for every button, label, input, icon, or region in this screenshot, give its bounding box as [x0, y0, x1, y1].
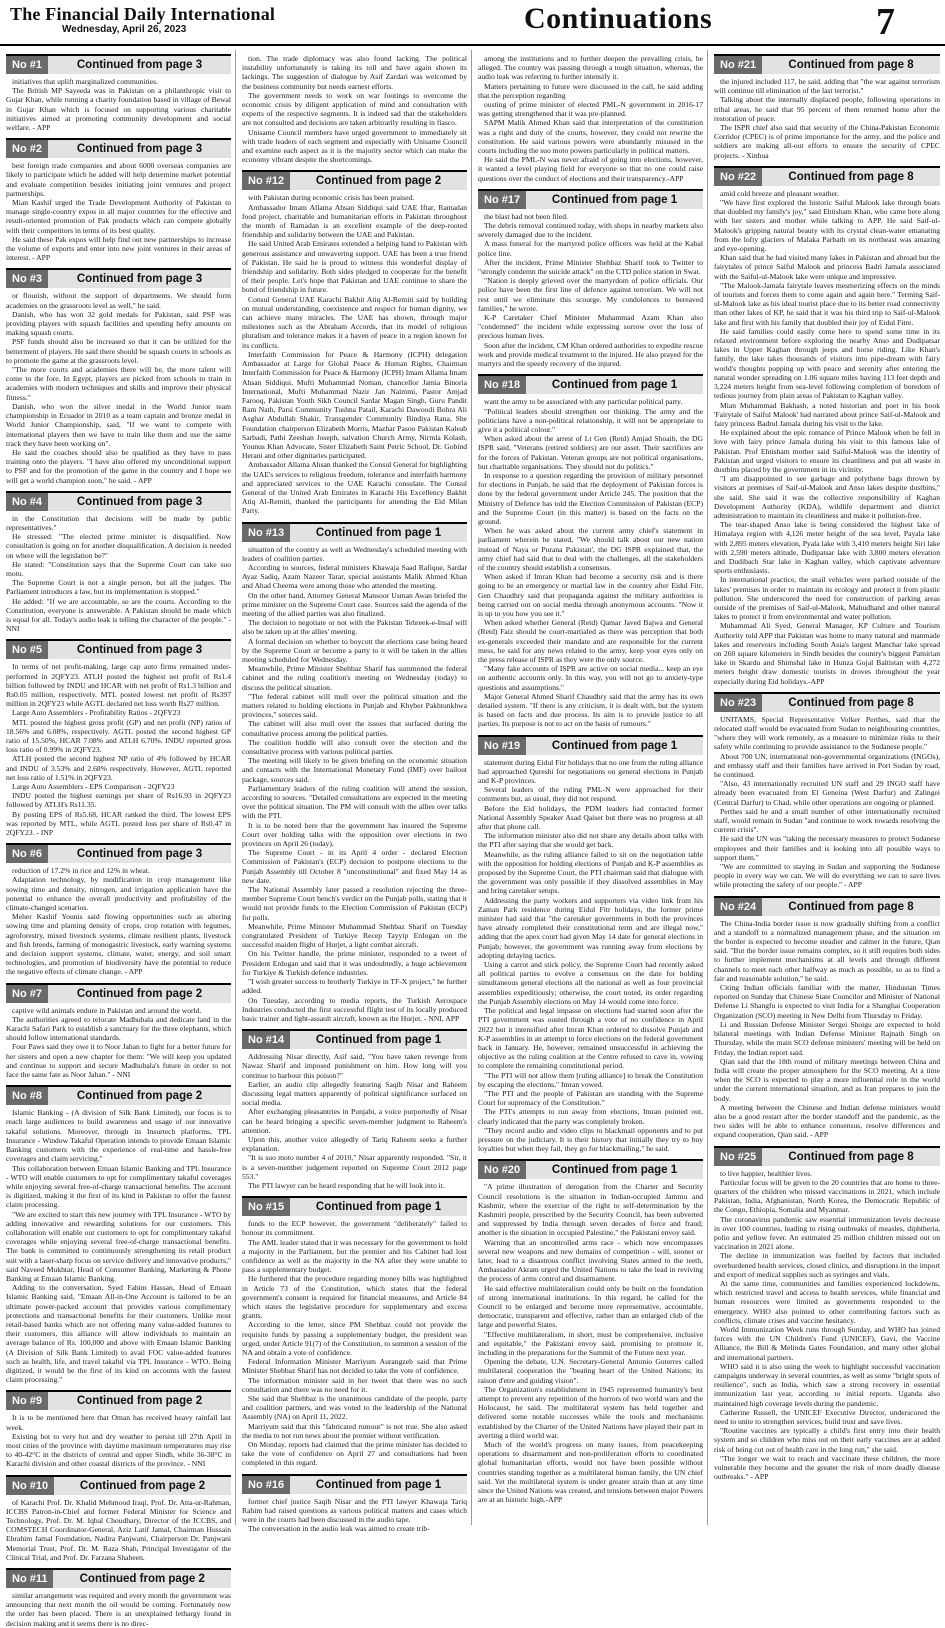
- continued-from-label: Continued from page 2: [79, 1479, 206, 1492]
- continued-from-label: Continued from page 1: [551, 379, 678, 392]
- story-number-badge: No #15: [242, 1198, 290, 1216]
- story: [6, 491, 231, 634]
- story-paragraph: statement during Eidul Fitr holidays that no one from the ruling alliance had approached Qureshi for negotiations on general elections in Punjab and K-P provinces.: [478, 757, 703, 786]
- story-paragraph: The tear-shaped Anso lake is being considered the highest lake of Himalaya region with 4,126 meter height of the sea level, Payala lake with 2,895 meters elevation, Pyala lake with 3,410 meters height Siri lake with 2,590 meters altitude, Dudipatsar lake with 3,800 meters elevation and Dudibach Star lake in Kaghan valley, which captivate adventure sports enthusiasts.: [714, 520, 940, 576]
- story-header: [242, 1474, 467, 1494]
- story-paragraph: The government needs to work on war footings to overcome the economic crisis by diligent application of mind and consultation with experts of the respective segments. It is indeed sad that the stakeholders are not consulted and decisions are taken arbitrarily resulting in fiasco.: [242, 90, 467, 128]
- story-paragraph: It is to be noted here that the government has insured the Supreme Court over holding talks with the opposition over elections in two provinces on April 26 (today).: [242, 820, 467, 849]
- story-paragraph: "The Malook-Jamala fairytale leaves mesmerizing effects on the minds of tourists and forces them to come again and again here." Terming Saif-ul-Malook lake as his ideal tourist place due to its better road connectivity than other lakes of KP, he said that it was his third trip to Saif-ul-Malook lake and first with his family that doubled their joy of Eidul Fitre.: [714, 280, 940, 327]
- story: [6, 639, 231, 837]
- continued-from-label: Continued from page 2: [79, 1573, 205, 1586]
- continued-from-label: Continued from page 2: [76, 1090, 203, 1103]
- story-header: [714, 54, 940, 74]
- story-paragraph: Perthes said he and a small number of other internationally recruited staff, would remain in Sudan "and continue to work towards resolving the current crisis".: [714, 806, 940, 835]
- story-paragraph: It is to be mentioned here that Oman has received heavy rainfall last week.: [6, 1413, 231, 1432]
- continued-from-label: Continued from page 8: [788, 696, 914, 709]
- story-paragraph: "A prime illustration of derogation from the Charter and Security Council resolutions is the situation in Indian-occupied Jammu and Kashmir, where the exercise of the right to self-determination by the Kashmiri people, prescribed by the Security Council, has been subverted and suppressed by India through seven decades of force and fraud; another is the situation in occupied Palestine," the Pakistani envoy said.: [478, 1182, 703, 1238]
- story-paragraph: WHO said it is also using the week to highlight successful vaccination campaigns underway in several countries, as well as some "bright spots of resilience", such as India, which saw a strong recovery in essential immunization last year, according to initial reports. Uganda also maintained high coverage levels during the pandemic.: [714, 1361, 940, 1408]
- story-paragraph: Citing Indian officials familiar with the matter, Hindustan Times reported on Sunday that Chinese State Councilor and Minister of National Defense Li Shangfu is expected to visit India for a Shanghai Cooperation Organization (SCO) meeting in New Delhi from Thursday to Friday.: [714, 983, 940, 1020]
- story-header: [6, 491, 231, 511]
- story-number-badge: No #14: [242, 1031, 290, 1049]
- story-paragraph: "We are excited to start this new journey with TPL Insurance - WTO by adding innovative and rewarding solutions for our customers. This collaboration will enable our customers to opt for complimentary takaful coverages while enjoying several free-of-charge transactional benefits. The bank is committed to continuously strengthening its retail product suit with a laser-sharp focus on service delivery and innovative products," said Naveed Mukhtar, Head of Consumer Banking, Marketing & Phone Banking at Emaan Islamic Banking.: [6, 1209, 231, 1283]
- story-paragraph: Matters pertaining to future were discussed in the call, he said adding that the perception regarding: [478, 81, 703, 100]
- story-paragraph: When asked if Imran Khan had become a security risk and is there going to be an emergency or martial law in the country after Eidul Fitr, Gen Chaudhry said that propaganda against the military authorities is being carried out on social media through anonymous accounts. "Now it is up to you how you see it.": [478, 572, 703, 618]
- section-title: Continuations: [524, 2, 713, 35]
- story-body: [478, 397, 703, 728]
- story-paragraph: Danish, who won the silver medal in the World Junior team championship in Ecuador in 2010 as a team captain and bronze medal in World Junior Championship, said, "If we want to compete with international players then we have to train like them and use the same track they have been working on".: [6, 401, 231, 448]
- story-body: [242, 1052, 467, 1190]
- continued-from-label: Continued from page 8: [788, 59, 914, 71]
- story-paragraph: A formal decision on whether to boycott the elections case being heard by the Supreme Court or become a party to it will be taken in the allies meeting scheduled for Wednesday.: [242, 636, 467, 664]
- story-header: [6, 1568, 231, 1588]
- story-paragraph: The coronavirus pandemic saw essential immunization levels decrease in over 100 countries, leading to rising outbreaks of measles, diphtheria, polio and yellow fever. An estimated 25 million children missed out on vaccination in 2021 alone.: [714, 1214, 940, 1252]
- story-paragraph: At the same time, communities and families experienced lockdowns, which restricted travel and access to health services, while financial and human resources were limited as governments responded to the emergency. WHO also pointed to other contributing factors such as conflicts, climate crises and vaccine hesitancy.: [714, 1278, 940, 1325]
- story-body: [478, 1182, 703, 1504]
- story-paragraph: "Routine vaccines are typically a child's first entry into their health system and so children who miss out on their early vaccines are at added risk of being cut out of health care in the long run," she said.: [714, 1426, 940, 1454]
- story-paragraph: Parliamentary leaders of the ruling coalition will attend the session, according to sources. "Detailed consultations are expected in the meeting over the political situation. The PM will consult with the allies over talks with the PTI.: [242, 783, 467, 821]
- story-header: [6, 268, 231, 288]
- story-paragraph: "We have first explored the historic Saiful Malook lake through boats that doubled my family's joy," said Ehtisham Khan, who came here along with her sisters and mother while talking to APP. He said Saif-ul-Malook's gripping natural beauty with its crystal clean-water emanating from the lofty glaciers of Malaka Parbath on its northeast was amazing and eye-opening.: [714, 198, 940, 254]
- story: [478, 1159, 703, 1504]
- story-paragraph: About 700 UN, international non-governmental organizations (INGOs), and embassy staff and their families have arrived in Port Sudan by road, he continued.: [714, 751, 940, 780]
- story-number-badge: No #19: [478, 737, 526, 755]
- story: [6, 1568, 231, 1628]
- story-number-badge: No #7: [6, 985, 48, 1003]
- masthead: [0, 0, 945, 46]
- story: [714, 896, 940, 1140]
- story-number-badge: No #3: [6, 270, 48, 288]
- story: [242, 170, 467, 515]
- continued-from-label: Continued from page 3: [76, 495, 203, 508]
- continued-from-label: Continued from page 2: [76, 1395, 203, 1408]
- story-body: [6, 1413, 231, 1468]
- story: [478, 54, 703, 183]
- continued-from-label: Continued from page 3: [76, 644, 203, 657]
- story-header: [478, 735, 703, 755]
- story-number-badge: No #12: [242, 172, 290, 190]
- story-paragraph: Particular focus will be given to the 20 countries that are home to three-quarters of the children who missed vaccinations in 2021, which include Pakistan, India, Afghanistan, North Korea, the Democratic Republic of the Congo, Ethiopia, Somalia and Myanmar.: [714, 1177, 940, 1215]
- story: [714, 692, 940, 890]
- story: [242, 1196, 467, 1467]
- story-paragraph: "We are committed to staying in Sudan and supporting the Sudanese people in every way we can. We will do everything we can to save lives while protecting the safety of our people." - APP: [714, 862, 940, 890]
- story-paragraph: The debris removal continued today, with shops in nearby markets also severely damaged due to the incident.: [478, 221, 703, 240]
- story-paragraph: The information minister also did not share any details about talks with the PTI after saying that she would get back.: [478, 831, 703, 850]
- story-paragraph: The decision to negotiate or not with the Pakistan Tehreek-e-Insaf will also be taken up at the allies' meeting.: [242, 618, 467, 637]
- story-paragraph: He said United Arab Emirates extended a helping hand to Pakistan with generous assistance and unwavering support. UAE has been a true friend of Pakistan. He said he is proud to witness this wonderful display of friendship and solidarity. Both sides pledged to cooperate for the benefit of their people. Let's hope that Pakistan and UAE continue to share the bond of friendship in future.: [242, 239, 467, 295]
- story-body: [242, 193, 467, 515]
- story-paragraph: Addressing Nisar directly, Asif said, "You have taken revenge from Nawaz Sharif and imposed punishment on him. How long will you continue to harbour this poison?": [242, 1052, 467, 1080]
- story-paragraph: The AML leader stated that it was necessary for the government to hold a majority in the Parliament, but the premier and his Cabinet had lost confidence as well as the majority in the NA after they were unable to pass a supplementary budget.: [242, 1237, 467, 1275]
- story-body: [714, 715, 940, 890]
- continued-from-label: Continued from page 3: [76, 273, 203, 286]
- story-paragraph: The National Assembly later passed a resolution rejecting the three-member Supreme Court bench's verdict on the Punjab polls, stating that it would not provide funds to the Election Commission of Pakistan (ECP) for polls.: [242, 885, 467, 922]
- story-paragraph: Catherine Russell, the UNICEF Executive Director, underscored the need to unite to strengthen services, build trust and save lives.: [714, 1407, 940, 1427]
- story-number-badge: No #25: [714, 1148, 762, 1166]
- story: [6, 138, 231, 262]
- story-number-badge: No #18: [478, 376, 526, 394]
- story-header: [478, 1159, 703, 1179]
- story-paragraph: He said effective multilateralism could only be built on the foundation of strong international institutions. In this regard, he called for the Council to be enlarged and become more representative, accountable, democratic, transparent and effective, rather than an enlarged club of the large and powerful States.: [478, 1283, 703, 1330]
- story-paragraph: In international practice, the snail vehicles were parked outside of the lakes' premises in order to maintain its ecology and protect it from plastic pollution. She underscored the need for construction of parking areas outside of the premises of Saif-ul-Malook, Mahudhand and other natural lakes to protect it from environmental and water pollution.: [714, 575, 940, 622]
- story-paragraph: initiatives that uplift marginalized communities.: [12, 77, 159, 86]
- story-body: [6, 1498, 231, 1562]
- story-paragraph: Ambassador Imam Allama Ahsan Siddiqui said UAE Iftar, Ramadan food project, charitable and humanitarian efforts in Pakistan throughout the month of Ramadan is an excellent example of the deep-rooted friendship and solidarity between the UAE and Pakistan.: [242, 202, 467, 240]
- story-paragraph: Khan said that he had visited many lakes in Pakistan and abroad but the fairytales of prince Saiful Malook and princess Badri Jamala associated with the Saiful-ul-Malook lake were unique and impressive.: [714, 253, 940, 281]
- continued-from-label: Continued from page 8: [788, 170, 914, 183]
- story-paragraph: The meeting will likely to be given briefing on the economic situation and contacts with the International Monetary Fund (IMF) over bailout package, sources said.: [242, 756, 467, 784]
- column-2: [236, 50, 472, 1534]
- story-paragraph: INDU posted the highest earnings per share of Rs16.93 in 2QFY23 followed by ATLH's Rs11.35.: [6, 791, 231, 810]
- story-paragraph: The British MP Sayeeda was in Pakistan on a philanthropic visit to Gujar Khan, while running a charity foundation based in village of Bewal in Gujar Khan which is focused on supporting various charitable initiatives aimed at promoting community development and social welfare. - APP: [6, 86, 231, 133]
- story: [6, 268, 231, 484]
- story-paragraph: The information minister said in her tweet that there was no such consultation and there was no need for it.: [242, 1375, 467, 1394]
- story-body: [714, 189, 940, 686]
- story-paragraph: best foreign trade companies and about 6000 overseas companies are likely to participate which he added will help determine market potential and evaluate competition besides initiating joint ventures and project partnerships.: [6, 161, 231, 198]
- story-paragraph: "They record audio and video clips to blackmail opponents and to put pressure on the judiciary. It is their history that initially they try to buy loyalties but when they fail, they go for blackmailing," he said.: [478, 1125, 703, 1154]
- story-paragraph: Much of the world's progress on many issues, from peacekeeping operations to disarmament and non-proliferation efforts to coordinated global humanitarian efforts, would not have been possible without countries standing together as a multilateral human family, the UN chief said. Yet the multilateral system is under greater strain than at any time since the United Nations was created, and tensions between major Powers are at an historic high.-APP: [478, 1440, 704, 1505]
- story-body: [242, 1219, 467, 1467]
- story: [242, 54, 467, 164]
- story-paragraph: The coalition huddle will also consult over the election and the consultative process with various political parties.: [242, 737, 467, 757]
- story-paragraph: UNITAMS, Special Representative Volker Perthes, said that the relocated staff would be evacuated from Sudan to neighbouring countries, "where they will work remotely, as a measure to minimize risks to their safety while continuing to provide assistance to the Sudanese people.": [714, 714, 940, 752]
- story-paragraph: Soon after the incident, CM Khan ordered authorities to expedite rescue work and provide medical treatment to the injured. He also prayed for the martyrs and the speedy recovery of the injured.: [478, 340, 703, 369]
- story-paragraph: The conversation in the audio leak was aimed to create trib-: [248, 1524, 430, 1534]
- story-paragraph: "Political leaders should strengthen our thinking. The army and the politicians have a non-political relationship, it will not be appropriate to give it a political colour.": [478, 406, 703, 434]
- story: [714, 1146, 940, 1482]
- story-paragraph: Existing hot to very hot and dry weather to persist till 27th April in most cities of the province with daytime maximum temperatures may rise to 40-42°C in the districts of central and upper Sindh, while 36-38°C in Karachi division and other coastal districts of the province. - NNI: [6, 1431, 231, 1469]
- continued-from-label: Continued from page 3: [76, 59, 203, 71]
- story-paragraph: Li and Russian Defense Minister Sergei Shoigu are expected to hold bilateral meetings with Indian Defense Minister Rajnath Singh on Thursday, while the main SCO defense ministers' meeting will be held on Friday, the Indian report said.: [714, 1019, 940, 1057]
- story-body: [478, 758, 703, 1154]
- story: [242, 1474, 467, 1534]
- story: [6, 1390, 231, 1468]
- story-header: [6, 54, 231, 74]
- story-paragraph: "The federal cabinet will mull over the political situation and the matters related to holding elections in Punjab and Khyber Pakhtunkhwa provinces," sources said.: [242, 691, 467, 720]
- story-paragraph: Adaptation technology, by modification in crop management like sowing time and density, nitrogen, and irrigation application have the potential to enhance the overall productivity and profitability of the climate-changed scenarios.: [6, 875, 231, 913]
- story-paragraph: In terms of net profit-making, large cap auto firms remained under-performed in 2QFY23. ATLH posted the highest net profit of Rs1.4 billion followed by INDU and HCAR with net profit of Rs1.3 billion and Rs0.05 million, respectively. MTL posted lowest net profit of Rs397 million in 2QFY23 while AGTL declared net loss worth Rs27 million.: [6, 662, 231, 709]
- story-header: [242, 1196, 467, 1216]
- story-paragraph: Large Auto Assemblers - EPS Comparison - 2QFY23: [12, 782, 175, 791]
- story-paragraph: funds to the ECP however, the government "deliberately" failed to honour its commitment.: [242, 1219, 467, 1238]
- story-header: [6, 1475, 231, 1495]
- story-header: [714, 896, 940, 916]
- story-paragraph: Several leaders of the ruling PML-N were approached for their comments but, as usual, they did not respond.: [478, 785, 703, 804]
- continued-from-label: Continued from page 1: [551, 1164, 678, 1177]
- continued-from-label: Continued from page 3: [76, 848, 203, 861]
- story-header: [242, 522, 467, 542]
- story-body: [478, 212, 703, 368]
- story-paragraph: "It is suo moto number 4 of 2010," Nisar apparently responded. "Sir, it is a seven-member judgement reported on Supreme Court 2012 page 553.": [242, 1153, 467, 1181]
- continued-from-label: Continued from page 1: [551, 193, 678, 206]
- story-paragraph: The PTI lawyer can be heard responding that he will look into it.: [248, 1180, 445, 1190]
- continued-from-label: Continued from page 8: [788, 900, 914, 913]
- story-paragraph: Talking about the internally displaced people, following operations in tribal areas, he said that 95 percent of them returned home after the restoration of peace.: [714, 95, 940, 123]
- story-header: [6, 1085, 231, 1105]
- story-paragraph: "I wish greater success to brotherly Turkiye in TF-X project," he further added.: [242, 977, 467, 996]
- story-paragraph: The political and legal impasse on elections had started soon after the PTI government was ousted through a vote of no confidence in April 2022 but it intensified after Imran Khan ordered to dissolve Punjab and K-P assemblies in an attempt to force elections on the federal government back in January. He, however, remained unsuccessful in achieving the objective as the ruling coalition at the Centre refused to cave in, vowing to complete the remaining constitutional period.: [478, 1006, 703, 1071]
- story-paragraph: When asked about the arrest of Lt Gen (Retd) Amjad Shoaib, the DG ISPR said, "Veterans (retired soldiers) are our asset. Their sacrifices are for the forces of Pakistan. Veteran groups are not political organisations, but charitable organisations. They should not do politics.": [478, 434, 703, 471]
- story-number-badge: No #6: [6, 845, 48, 863]
- story-paragraph: A mass funeral for the martyred police officers was held at the Kabal police line.: [478, 239, 703, 258]
- continued-from-label: Continued from page 3: [76, 143, 203, 156]
- story-paragraph: want the army to be associated with any particular political party.: [484, 397, 683, 407]
- story-paragraph: Addressing the party workers and supporters via video link from his Zaman Park residence during Eidul Fitr holidays, the former prime minister had said that "the caretaker governments in both the provinces have already completed their constitutional term and are illegal now," adding that the apex court had given May 14 date for general elections in Punjab; however, the government was running away from elections by adopting delaying tactics.: [478, 895, 703, 960]
- story-paragraph: "I am disappointed to see garbage and polythene bags thrown by visitors at premises of Saif-ul-Malook and Anso lakes despite dustbins," she said. She said it was the collective responsibility of Kaghan Development Authority (KDA), wildlife department and district administration to maintain its cleanliness and make it pollution-free.: [714, 474, 940, 520]
- story-paragraph: "The PTI and the people of Pakistan are standing with the Supreme Court for supremacy of the Constitution.": [478, 1088, 703, 1108]
- story-paragraph: According to the letter, since PM Shehbaz could not provide the requisite funds by passing a supplementary budget, the president was urged, under Article 91(7) of the Constitution, to summon a session of the NA and obtain a vote of confidence.: [242, 1320, 467, 1357]
- story-paragraph: "Also, 43 internationally recruited UN staff and 29 INGO staff have already been evacuated from El Geneina (West Darfur) and Zalingei (Central Darfur) to Chad, while other operations are ongoing or planned.: [714, 779, 940, 807]
- story-header: [714, 1146, 940, 1166]
- story-number-badge: No #4: [6, 493, 48, 511]
- story-paragraph: He added: "If we are accountable, so are the courts. According to the Constitution, everyone is answerable. A Pakistan should be made which is equal for all. Today's audio leak is telling the character of the people." - NNI: [6, 596, 231, 634]
- story-number-badge: No #11: [6, 1570, 53, 1588]
- story-body: [714, 77, 940, 160]
- story-paragraph: Interfaith Commission for Peace & Harmony (ICPH) delegation Ambassador at Large for Global Peace & Human Rights, Chairman Interfaith Commission for Peace & Harmony (ICPH) Imam Allama Imam Ahsan Siddiqui, Mufti Muhammad Noman, chancellor Jamia Binoria International, Mufti Muhammad Nazir Jan Naimmi, Pastor Amjad Farooq, Pakistan Youth Sikh Council Sardar Magan Singh, Guru Pandit Ram Nath, Parsi Community Tushna Patail, Karachi Dawoodi Bohra Ali Asghar Abdullah Shakir, Transgender Community Bindiya Rana, She Foundation chairperson Elizabeth Morris, Mazhar Pasoo Pakistan Kaleab Sarbadi, Pathi Zeeshan Joseph, salvation Church Army, Nirmla Kolash, Younus Khan Advocate, Sister Elizabeth Saint Petric School, Dr. Gobind Herani and other dignitaries participated.: [242, 349, 467, 461]
- story-paragraph: The Supreme Court is not a single person, but all the judges. The Parliament introduces a law, but its implementation is stopped.": [6, 578, 231, 597]
- story-paragraph: He explained about the epic romance of Prince Malook when he fell in love with fairy prince Jamala during his visit to this famous lake of Pakistan. Prof Ehtisham mother said Saiful-Malook was the identity of Pakistan and urged visitors to ensure its cleanliness and put all waste in dustbins placed by the government in its vicinity.: [714, 428, 940, 474]
- story-paragraph: "Many fake accounts of ISPR are active on social media... keep an eye on authentic accounts only. In this way, you will not go to anxiety-type questions and assumptions.": [478, 664, 703, 692]
- story-header: [714, 692, 940, 712]
- story-header: [6, 138, 231, 158]
- story-paragraph: World Immunization Week runs through Sunday, and WHO has joined forces with the UN Children's Fund (UNICEF), Gavi, the Vaccine Alliance, the Bill & Melinda Gates Foundation, and many other global and international partners.: [714, 1324, 940, 1362]
- continued-from-label: Continued from page 2: [315, 175, 442, 188]
- story: [478, 189, 703, 368]
- story-paragraph: Major General Ahmed Sharif Chaudhry said that the army has its own detailed system. "If there is any criticism, it is dealt with, but the system is based on facts and due process. Its aim is to provide justice to all parties. Its purpose is not to act on the basis of rumours.": [478, 691, 703, 729]
- story-paragraph: captive wild animals endure in Pakistan and around the world.: [12, 1005, 202, 1015]
- story-paragraph: After exchanging pleasantries in Punjabi, a voice purportedly of Nisar can be heard bringing a specific seven-member judgment to Raheem's attention.: [242, 1107, 467, 1135]
- story-paragraph: "The longer we wait to reach and vaccinate these children, the more vulnerable they become and the greater the risk of more deadly disease outbreaks." - APP: [714, 1453, 940, 1482]
- story-number-badge: No #16: [242, 1476, 290, 1494]
- story-paragraph: similar arrangement was required and every month the government was announcing that next month the oil would be coming. Fortunately now the order has been placed. There is an unexplained lethargy found in decision making and it seems there is no direc-: [6, 1591, 231, 1628]
- story-paragraph: By posting EPS of Rs5.68, HCAR ranked the third. The lowest EPS was reported by MTL, while AGTL posted loss per share of Rs0.47 in 2QFY23. - INP: [6, 809, 231, 838]
- story-paragraph: Upon this, another voice allegedly of Tariq Raheem seeks a further explanation.: [242, 1134, 467, 1154]
- continued-from-label: Continued from page 8: [788, 1150, 914, 1163]
- story-paragraph: The PTI's attempts to run away from elections, Imran pointed out, clearly indicated that the party was completely broken.: [478, 1107, 703, 1126]
- story-paragraph: Federal Information Minister Marriyum Aurangzeb said that Prime Minister Shehbaz Sharif has not decided to take the vote of confidence.: [242, 1357, 467, 1376]
- story-paragraph: of Karachi Prof. Dr. Khalid Mehmood Iraqi, Prof. Dr. Atta-ur-Rahman, ICCBS Patron-in-Chief and former Federal Minister for Science and Technology, Prof. Dr. M. Iqbal Choudhary, Director of the ICCBS, and COMSTECH Coordinator-General, Aziz Latif Jamal, Chairman Hussain Ebrahim Jamal Foundation, Nadira Panjwani, Chairperson Dr. Panjwani Memorial Trust, Prof. Dr. M. Raza Shah, Principal Investigator of the Clinical Trial, and Prof. Dr. Farzana Shaheen.: [6, 1497, 231, 1562]
- story-number-badge: No #5: [6, 641, 48, 659]
- story-number-badge: No #1: [6, 56, 48, 74]
- continued-from-label: Continued from page 1: [315, 1478, 442, 1491]
- story-paragraph: Mian Muhammad Bakhash, a noted historian and poet in his book 'Fairytale of Saiful Malook' had narrated about prince Saif-ul-Malook and fairy princess Badrul Jamala during his visit to the lake.: [714, 400, 940, 428]
- story-paragraph: The decline in immunization was fuelled by factors that included overburdened health services, closed clinics, and disruptions in the import and export of medical supplies such as syringes and vials.: [714, 1251, 940, 1279]
- story-paragraph: "The more courts and academies there will be, the more talent will come to the fore. In Egypt, players are picked from schools to train in academies with modern techniques and skills and improve their physical fitness.": [6, 365, 231, 402]
- story-header: [242, 170, 467, 190]
- story-body: [6, 866, 231, 976]
- story-paragraph: Meher Kashif Younis said flowing opportunities such as altering sowing time and planting density of crops, crop rotation with legumes, agroforestry, mixed livestock systems, climate resilient plants, livestock and fish breeds, farming of monogastric livestock, early warning systems and decision support systems, climate, water, energy, and soil smart technologies, and promotion of biodiversity have the potential to reduce the negative effects of climate change. - APP: [6, 912, 231, 977]
- story-paragraph: Meanwhile, as the ruling alliance failed to sit on the negotiation table with the opposition for holding elections of Punjab and K-P assemblies as proposed by the Supreme Court, the PTI chairman said that dialogue with the government was only possible if they dissolved assemblies in May and bring caretaker setups.: [478, 849, 703, 896]
- paper-name: The Financial Daily International: [10, 4, 276, 24]
- continued-from-label: Continued from page 1: [551, 739, 678, 752]
- story-paragraph: amid cold breeze and pleasant weather.: [720, 188, 839, 198]
- story: [6, 1475, 231, 1562]
- publication-date: Wednesday, April 26, 2023: [62, 24, 187, 35]
- continued-from-label: Continued from page 1: [315, 1201, 442, 1214]
- story-paragraph: On Tuesday, according to media reports, the Turkish Aerospace Industries conducted the first successful flight test of its locally produced basic trainer and light-assault aircraft, known as the Hurjet. - NNI, APP: [242, 995, 467, 1023]
- page-number: 7: [876, 1, 895, 43]
- story-header: [6, 983, 231, 1003]
- story-number-badge: No #23: [714, 694, 762, 712]
- story-paragraph: Mian Kashif urged the Trade Development Authority of Pakistan to manage single-country expos in all major countries for the effective and result-oriented promotion of Pak products which can compete globally with their competitors in terms of its best quality.: [6, 198, 231, 235]
- story-paragraph: Qian said that the 18th round of military meetings between China and India will create the proper atmosphere for the SCO meeting. At a time when the SCO is expected to play a more influential role in the world under the current international situation, and as Iran prepares to join the body.: [714, 1056, 940, 1103]
- story-body: [478, 54, 703, 183]
- story-paragraph: the blast had not been filed.: [484, 211, 568, 221]
- story-paragraph: "The PTI will not allow them [ruling alliance] to break the Constitution by escaping the elections," Imran vowed.: [478, 1070, 703, 1089]
- story-number-badge: No #10: [6, 1477, 54, 1495]
- story-number-badge: No #22: [714, 168, 762, 186]
- story-number-badge: No #13: [242, 524, 290, 542]
- story-paragraph: Using a carrot and stick policy, the Supreme Court had recently asked all political parties to evolve a consensus on the date for holding simultaneous general elections all the national as well as four provincial assemblies expeditiously; otherwise, the court noted, its order regarding the Punjab Assembly elections on May 14 would come into force.: [478, 960, 703, 1006]
- story-paragraph: He said these Pak expos will help find out new partnerships to increase the volume of exports and enter into new joint ventures in their areas of interest. - APP: [6, 234, 231, 263]
- story-paragraph: The Supreme Court - in its April 4 order - declared Election Commission of Pakistan's (ECP) decision to postpone elections to the Punjab Assembly till October 8 "unconstitutional" and fixed May 14 as new date.: [242, 848, 467, 885]
- story-number-badge: No #21: [714, 56, 762, 74]
- story-paragraph: tion. The trade diplomacy was also found lacking. The political instability unfortunately is taking its toll and have again shown its lackings. The suggestion of dialogue by Asif Zardari was welcomed by the business community but needs earnest efforts.: [242, 54, 467, 91]
- story-body: [6, 1591, 231, 1628]
- story: [478, 735, 703, 1154]
- story-paragraph: Danish, who has won 32 gold medals for Pakistan, said PSF was providing players with squash facilities and spending hefty amounts on making squash courts.: [6, 309, 231, 338]
- story-paragraph: Islamic Banking - (A division of Silk Bank Limited), our focus is to reach large audiences to build awareness and usage of our innovative takaful solutions. Moreover, through its Insurtech platforms, TPL Insurance - Window Takaful Operation intends to provide Emaan Islamic Banking customers with the experience of real-time and hassle-free coverages and claim servicing.": [6, 1108, 231, 1164]
- story: [242, 522, 467, 1024]
- story-paragraph: He furthered that the procedure regarding money bills was highlighted in Article 73 of the Constitution, which states that the federal government's consent is required for financial measures, and Article 84 which states the legislative procedure for supplementary and excess grants.: [242, 1274, 467, 1321]
- column-1: [0, 50, 236, 1628]
- story: [714, 54, 940, 160]
- story: [478, 374, 703, 728]
- story-paragraph: This collaboration between Emaan Islamic Banking and TPL Insurance - WTO will enable customers to opt for complimentary takaful coverages while enjoying several free-of-charge transactional benefits. The account is digitized, making it the first of its kind in Pakistan to offer the fastest claim processing.: [6, 1163, 231, 1210]
- story-body: [242, 1497, 467, 1534]
- story-number-badge: No #24: [714, 898, 762, 916]
- story-paragraph: in the Constitution that decisions will be made by public representatives.": [6, 513, 231, 532]
- story-paragraph: When asked whether General (Retd) Qamar Javed Bajwa and General (Retd) Faiz should be court-martialed as there was perception that both ex-generals exceeded their mandate and are responsible for the current mess, he said for any news related to the army, keep your eyes only on the press release of ISPR as they were the only source.: [478, 618, 703, 664]
- story-paragraph: Meanwhile, Prime Minister Muhammad Shehbaz Sharif on Tuesday congratulated President of Turkiye Recep Tayyip Erdogan on the successful maiden flight of Hurjet, a light combat aircraft.: [242, 921, 467, 950]
- story-header: [242, 1029, 467, 1049]
- story-paragraph: On Monday, reports had claimed that the prime minister has decided to take the vote of confidence on April 27 and consultations had been completed in this regard.: [242, 1440, 467, 1468]
- story-paragraph: K-P Caretaker Chief Minister Muhammad Azam Khan also "condemned" the incident while expressing sorrow over the loss of precious human lives.: [478, 313, 703, 341]
- story-header: [6, 639, 231, 659]
- story-body: [6, 1006, 231, 1080]
- story-paragraph: Unisame Council members have urged government to immediately sit with trade leaders of each segment and especially with Unisame Council and examine each aspect as it is the majority sector which can make the economy vibrant despite the shortcomings.: [242, 127, 467, 165]
- story-paragraph: Ambassador Allama Ahsan thanked the Consul General for highlighting the UAE's services to religious freedom, tolerance and interfaith harmony and appreciated services to the UAE Karachi consulate. The Consul General of the United Arab Emirates in Karachi His Excellency Bakhit Atiq Al-Remiti, thanked the participants for attending the Eid Milan Party.: [242, 460, 467, 516]
- story-paragraph: ousting of prime minister of elected PML-N government in 2016-17 was getting strengthened that it was pre-planned.: [478, 100, 703, 119]
- story: [714, 166, 940, 686]
- columns: [0, 50, 945, 1628]
- column-4: [708, 50, 944, 1525]
- story: [6, 843, 231, 976]
- story-paragraph: PSF funds should also be increased so that it can be utilized for the betterment of players. He said there should be squash courts in schools as to promote the game at the grassroots level.: [6, 337, 231, 365]
- story-paragraph: or flourish, without the support of departments. We should form academies on the grassroots level as well," he said.: [6, 291, 231, 310]
- story-paragraph: Adding to the conversation, Syed Fahim Hassan, Head of Emaan Islamic Banking said, "Emaan All-in-One Account is tailored to be an ultimate power-packed account that provides various complimentary protections and transactional benefits for their customers. Unlike most retail-based banks which are not offering many value-added features to their customers, this alliance will allow individuals to maintain an average balance of Rs. 100,000 and above with Emaan Islamic Banking (A Division of Silk Bank Limited) to avail FOC value-added features such as health, life, and travel takaful via TPL Insurance - WTO. Being digitized, it would be the first of its kind on accounts with the fastest claim processing.": [6, 1283, 231, 1385]
- story-paragraph: with Pakistan during economic crisis has been praised.: [248, 193, 415, 203]
- story-paragraph: When he was asked about the current army chief's statement in parliament wherein he stated, "We should talk about our new nation instead of Naya or Purana Pakistan', the DG ISPR explained that, the army chief had said that to deal with the challenges, all the stakeholders of the country should establish a consensus.: [478, 526, 703, 572]
- story-body: [6, 161, 231, 262]
- story-paragraph: situation of the country as well as Wednesday's scheduled meeting with leaders of coalition parties.: [242, 544, 467, 563]
- continued-from-label: Continued from page 1: [315, 526, 442, 539]
- story-paragraph: He said the UN was "taking the necessary measures to protect Sudanese employees and their families and is looking into all possible ways to support them.": [714, 834, 940, 862]
- story-paragraph: He said the PML-N was never afraid of going into elections, however, it wanted a level playing field for everyone so that no one could raise questions over the conduct of elections and their transparency.-APP: [478, 155, 703, 183]
- story-paragraph: Consul General UAE Karachi Bakhit Atiq Al-Remiti said by building on mutual understanding, coexistence and respect for human dignity, we can achieve many miracles. The UAE has shown, through major milestones such as the Abraham Accords, that its model of religious pluralism and tolerance makes it a haven of peace in a region known for its conflicts.: [242, 294, 467, 350]
- story-paragraph: The authorities agreed to relocate Madhubala and dedicate land in the Karachi Safari Park to establish a sanctuary for the three elephants, which should follow international standards.: [6, 1014, 231, 1043]
- story-paragraph: Warning that an uncontrolled arms race - which now encompasses several new weapons and new domains of competition - will, sooner or later, lead to a disastrous conflict involving States armed to the teeth, Ambassador Akram urged the United Nations to take the lead in reviving the process of arms control and disarmament.: [478, 1237, 703, 1284]
- story-paragraph: She said that Shehbaz is the unanimous candidate of the people, party and coalition partners, and was voted to the leadership of the National Assembly (NA) on April 11, 2022.: [242, 1394, 467, 1422]
- story-paragraph: The Organization's establishment in 1945 represented humanity's best attempt to prevent any repetition of the horrors of two world wars and the Holocaust, he said. The multilateral system has held together and delivered some notable successes while the tools and mechanisms established by the Charter of the United Nations have played their part in averting a third world war.: [478, 1384, 703, 1440]
- story-number-badge: No #20: [478, 1161, 526, 1179]
- story: [6, 1085, 231, 1384]
- story-paragraph: Earlier, an audio clip allegedly featuring Saqib Nisar and Raheem discussing legal matters apparently of political significance surfaced on social media.: [242, 1079, 467, 1108]
- story-paragraph: He said the coaches should also be qualified as they have to pass training onto the players. "I have also offered my unconditional support to PSF and for the promotion of the game in the country and I hope we will get a world champion soon," he said. - APP: [6, 447, 231, 485]
- story-header: [6, 1390, 231, 1410]
- story-paragraph: SAPM Malik Ahmed Khan said that interpretation of the constitution was a right and duty of the courts, however, they could not rewrite the constitution. He said various powers were abundantly misused in the courts including the suo moto powers particularly in political matters.: [478, 118, 703, 156]
- continued-from-label: Continued from page 1: [315, 1034, 442, 1047]
- story-body: [242, 545, 467, 1024]
- story-number-badge: No #8: [6, 1087, 48, 1105]
- story-number-badge: No #17: [478, 191, 526, 209]
- story-paragraph: According to sources, federal ministers Khawaja Saad Rafique, Sardar Ayaz Sadiq, Azam Nazeer Tarar, special assistants Malik Ahmed Khan and Ahad Cheema were among those who attended the meeting.: [242, 562, 467, 591]
- continued-from-label: Continued from page 2: [76, 987, 203, 1000]
- story-body: [6, 514, 231, 634]
- story-paragraph: He said families could easily come here to spend some time in its relaxed environment before exploring the nearby Anso and Dudipatsar lakes in Upper Kaghan through jeeps and horse riding. Like Khan's family, the lake takes thousands of visitors into pipe-dream with fairy world's thoughts popping up with peace and serenity after entering the natural wonder spreading on 1.06 square miles having 113 feet depth and 3,224 meters height from sea-level following completion of boredom of tedious journey from plain areas of Pakistan to Kaghan valley.: [714, 326, 940, 401]
- story-paragraph: Large Auto Assemblers - Profitability Ratios - 2QFY23: [12, 708, 181, 718]
- story-paragraph: to live happier, healthier lives.: [720, 1168, 813, 1178]
- story-paragraph: In response to a question regarding the provision of military personnel for elections in Punjab, he said that the deployment of Pakistan forces is done by the federal government under Article 245. The position that the Ministry of Defence has told the Election Commission of Pakistan (ECP) and the Supreme Court (in this matter) is based on the facts on the ground.: [478, 470, 703, 526]
- story-paragraph: "Nation is deeply grieved over the martyrdom of police officials. Our police have been the first line of defence against terrorism. We will not rest until we eliminate this scourge. My condolences to bereaved families," he wrote.: [478, 276, 703, 313]
- story: [6, 54, 231, 132]
- story-header: [478, 189, 703, 209]
- story-body: [6, 662, 231, 837]
- story-paragraph: the injured included 117, he said, adding that "the war against terrorism will continue till elimination of the last terrorist.": [714, 77, 940, 96]
- story-paragraph: On the other hand, Attorney General Mansoor Usman Awan briefed the prime minister on the Supreme Court case. Sources said the agenda of the meeting of the allied parties was also finalized.: [242, 590, 467, 618]
- story-paragraph: A meeting between the Chinese and Indian defense ministers would also be a good restart after the border standoff and the pandemic, as the two sides will be able to enhance consensus, resolve differences and expand cooperation, Qian said. - APP: [714, 1102, 940, 1140]
- story-body: [6, 1108, 231, 1384]
- story-paragraph: He stated: "Constitution says that the Supreme Court can take suo motu.: [6, 559, 231, 578]
- story-paragraph: ATLH posted the second highest NP ratio of 4% followed by HCAR and INDU of 3.53% and 2.68% respectively. However, AGTL reported net loss ratio of 1.51% in 2QFY23.: [6, 754, 231, 782]
- story-paragraph: The ISPR chief also said that security of the China-Pakistan Economic Corridor (CPEC) is of prime importance for the army, and the police and soldiers are making all-out efforts to ensure the security of CPEC projects. - Xinhua: [714, 123, 940, 160]
- story-body: [6, 77, 231, 132]
- story-paragraph: reduction of 17.2% in rice and 12% in wheat.: [12, 866, 150, 876]
- story-paragraph: After the incident, Prime Minister Shehbaz Sharif took to Twitter to "strongly condemn the suicide attack" on the CTD police station in Swat.: [478, 257, 703, 277]
- story-body: [714, 919, 940, 1140]
- story-paragraph: former chief justice Saqib Nisar and the PTI lawyer Khawaja Tariq Rahim had raised questions as various political matters and cases which were in the courts had been discussed in the audio tape.: [242, 1496, 467, 1525]
- story-paragraph: among the institutions and to further deepen the prevailing crisis, he alleged. The country was passing through a tough situation, whereas, the audio leak was referring to further intensify it.: [478, 54, 703, 82]
- story-number-badge: No #2: [6, 140, 48, 158]
- story-paragraph: The cabinet will also mull over the issues that surfaced during the consultative process among the political parties.: [242, 719, 467, 738]
- story-paragraph: He stressed: "The elected prime minister is disqualified. Now consultation is going on for another disqualification. A decision is needed on where will the legislation be?": [6, 532, 231, 560]
- story-header: [478, 374, 703, 394]
- story-header: [6, 843, 231, 863]
- story-paragraph: Opening the debate, U.N. Secretary-General Antonio Guterres called multilateral cooperation the "beating heart of the United Nations; its raison d'etre and guiding vision".: [478, 1357, 703, 1385]
- story-paragraph: Meanwhile, Prime Minister Shehbaz Sharif has summoned the federal cabinet and the ruling coalition's meeting on Wednesday (today) to discuss the political situation.: [242, 664, 467, 692]
- story-paragraph: On his Twitter handle, the prime minister, responded to a tweet of President Erdogan and said that it was undoubtedly, a huge achievement for Turkiye & Turkish defence industries.: [242, 949, 467, 977]
- story-paragraph: The China-India border issue is now gradually shifting from a conflict and a standoff to a normalized management phase, and the situation on the border is expected to become steadier and calmer in the future, Qian said. "But the border issue remains complex, so it still requires both sides to further implement mechanisms at all levels and through different channels to meet each other halfway as much as possible, so as to find a fair and reasonable solution," he said.: [714, 918, 940, 983]
- story-body: [6, 291, 231, 484]
- story-paragraph: Muhammad Ali Syed, General Manager, KP Culture and Tourism Authority told APP that Pakistan was home to many natural and manmade lakes and reservoirs including South Asia's largest Manchar lake spread on 260 square kilometers in Sindh besides the country's biggest Pamirian lake in Skardu and Shimshal lake in Hunza Gojal Baltistan with 4,272 meters height draw domestic tourists in droves throughout the year especially during Eid holidays.-APP: [714, 621, 940, 686]
- story: [6, 983, 231, 1080]
- story-body: [714, 1169, 940, 1482]
- story-paragraph: MTL posted the highest gross profit (GP) and net profit (NP) ratios of 18.56% and 6.08%, respectively. AGTL posted the second highest GP ratio of 15.50%, HCAR 7.08% and ATLH 6.70%. INDU reported gross loss ratio of 0.99% in 2QFY23.: [6, 717, 231, 755]
- story-header: [714, 166, 940, 186]
- story: [242, 1029, 467, 1190]
- story-body: [242, 54, 467, 164]
- story-number-badge: No #9: [6, 1392, 48, 1410]
- column-3: [472, 50, 708, 1525]
- story-paragraph: "Effective multilateralism, in short, must be comprehensive, inclusive and equitable," the Pakistani envoy said, promising to promote it, including in the preparations for the Summit of the Future next year.: [478, 1329, 703, 1357]
- story-paragraph: Before the Eid holidays, the PDM leaders had contacted former National Assembly Speaker Asad Qaiser but there was no progress at all after that phone call.: [478, 803, 703, 832]
- story-paragraph: Four Paws said they owe it to Noor Jahan to fight for a better future for her sisters and open a new chapter for them: "We will keep you updated and continue to support and secure Madhubala's future in order to not face the same fate as Noor Jahan." - NNI: [6, 1042, 231, 1080]
- story-paragraph: Marriyum said that this "fabricated rumour" is not true. She also asked the media to not run news about the premier without verification.: [242, 1421, 467, 1440]
